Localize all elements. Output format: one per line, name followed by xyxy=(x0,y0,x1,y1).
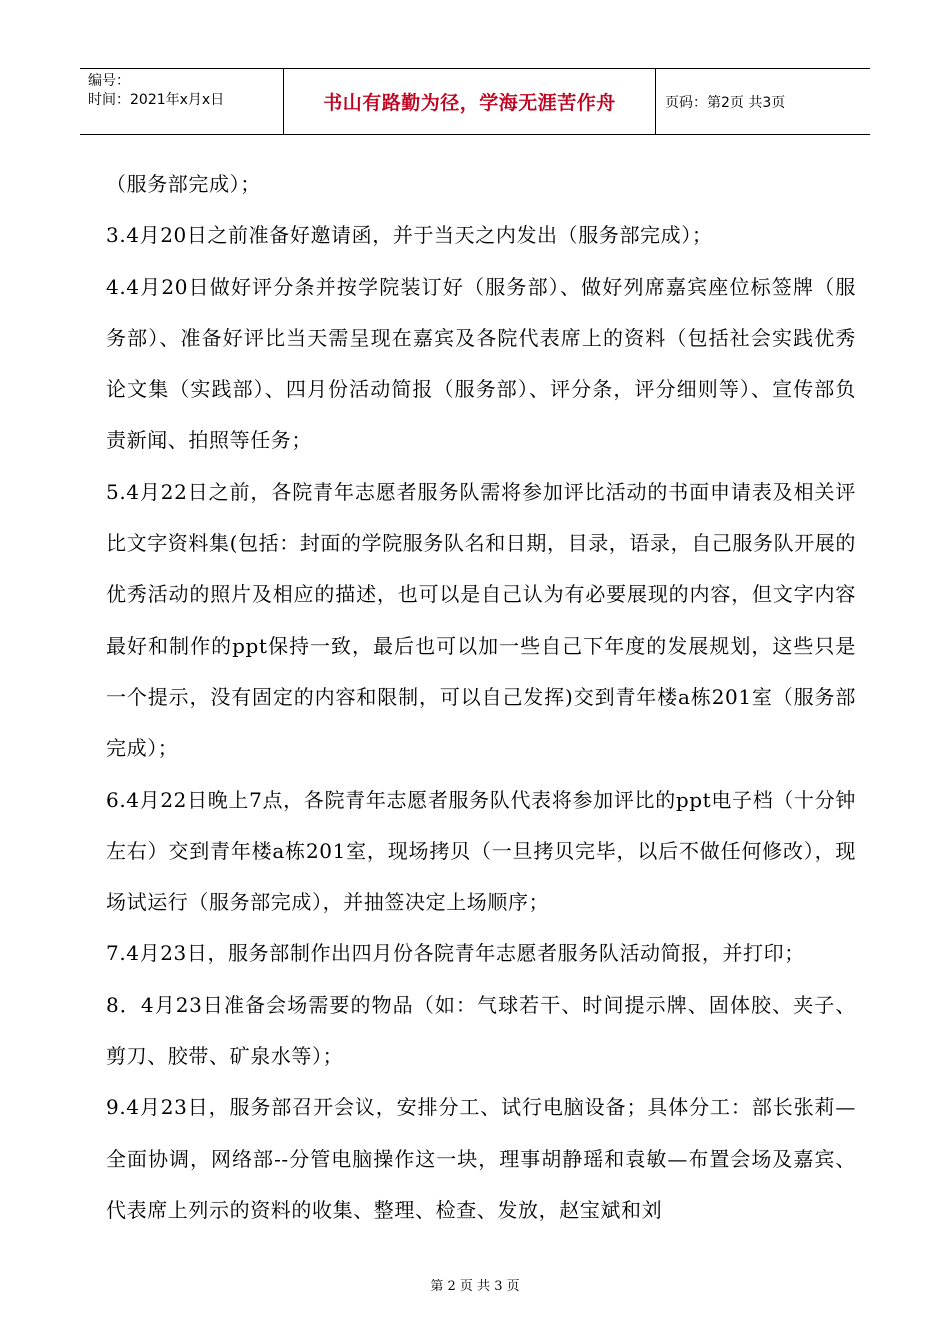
document-body xyxy=(106,159,856,1236)
header-page-info: 页码：第2页 共3页 xyxy=(665,94,786,111)
paragraph: 5.4月22日之前，各院青年志愿者服务队需将参加评比活动的书面申请表及相关评比文字资料集(包括：封面的学院服务队名和日期，目录，语录，自己服务队开展的优秀活动的照片及相应的描述，也可以是自己认为有必要展现的内容，但文字内容最好和制作的ppt保持一致，最后也可以加一些自己下年度的发展规划，这些只是一个提示，没有固定的内容和限制，可以自己发挥)交到青年楼a栋201室（服务部完成）； xyxy=(106,479,857,761)
header-motto: 书山有路勤为径，学海无涯苦作舟 xyxy=(283,69,656,134)
paragraph: 4.4月20日做好评分条并按学院装订好（服务部）、做好列席嘉宾座位标签牌（服务部）、准备好评比当天需呈现在嘉宾及各院代表席上的资料（包括社会实践优秀论文集（实践部）、四月份活动简报（服务部）、评分条，评分细则等）、宣传部负责新闻、拍照等任务； xyxy=(106,274,856,453)
header-meta xyxy=(80,69,283,134)
paragraph: 7.4月23日，服务部制作出四月份各院青年志愿者服务队活动简报，并打印； xyxy=(106,941,805,966)
document-date: 时间：2021年x月x日 xyxy=(88,92,225,108)
paragraph: 8．4月23日准备会场需要的物品（如：气球若干、时间提示牌、固体胶、夹子、剪刀、胶带、矿泉水等）； xyxy=(106,992,856,1069)
paragraph: （服务部完成）； xyxy=(106,172,261,196)
paragraph: 9.4月23日，服务部召开会议，安排分工、试行电脑设备；具体分工：部长张莉—全面协调，网络部--分管电脑操作这一块，理事胡静瑶和袁敏—布置会场及嘉宾、代表席上列示的资料的收集、整理、检查、发放，赵宝斌和刘 xyxy=(106,1095,856,1222)
paragraph: 6.4月22日晚上7点，各院青年志愿者服务队代表将参加评比的ppt电子档（十分钟左右）交到青年楼a栋201室，现场拷贝（一旦拷贝完毕，以后不做任何修改），现场试运行（服务部完成），并抽签决定上场顺序； xyxy=(106,787,856,915)
page-footer: 第 2 页 共 3 页 xyxy=(430,1279,520,1294)
page-header xyxy=(80,68,870,135)
document-number-label: 编号： xyxy=(88,73,130,89)
paragraph: 3.4月20日之前准备好邀请函，并于当天之内发出（服务部完成）； xyxy=(106,223,713,248)
